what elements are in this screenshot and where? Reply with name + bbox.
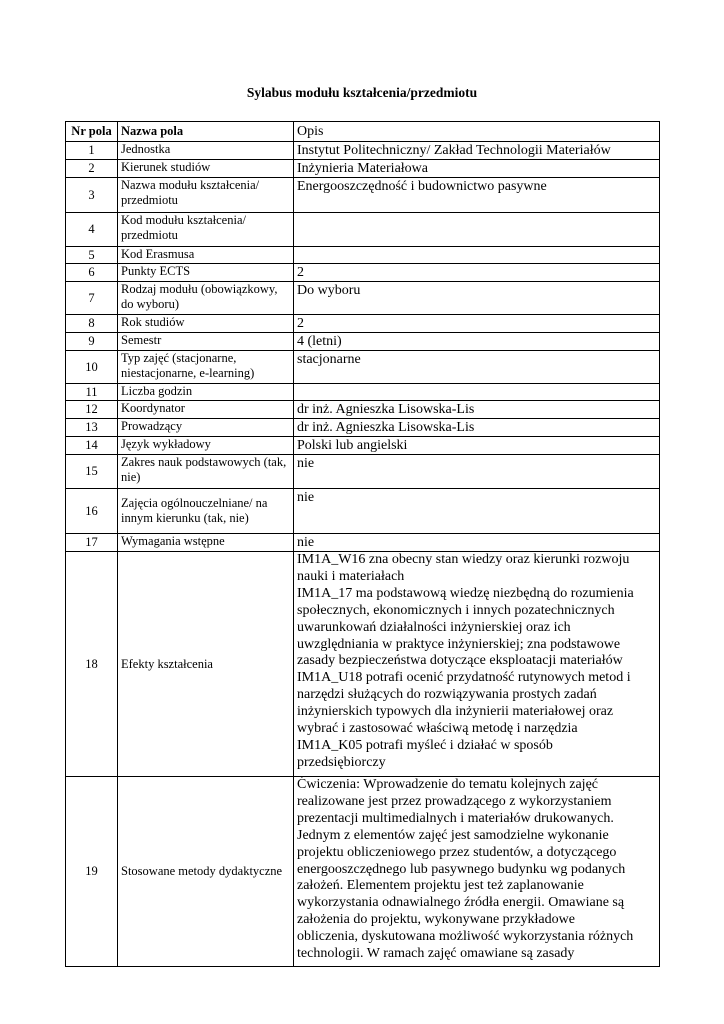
header-nr: Nr pola — [66, 122, 118, 142]
text-line: zasady bezpieczeństwa dotyczące eksploatacji materiałów — [297, 653, 623, 669]
table-row — [66, 552, 660, 777]
field-name: Kod Erasmusa — [118, 247, 294, 264]
field-name: Nazwa modułu kształcenia/ przedmiotu — [118, 178, 294, 213]
table-row — [66, 160, 660, 178]
text-line: energooszczędnego lub pasywnego budynku wg podanych — [297, 861, 626, 877]
row-number: 15 — [66, 455, 118, 489]
text-line: IM1A_W16 zna obecny stan wiedzy oraz kierunki rozwoju — [297, 552, 630, 567]
table-row — [66, 247, 660, 264]
field-name: Język wykładowy — [118, 437, 294, 455]
row-number: 10 — [66, 351, 118, 384]
row-number: 1 — [66, 142, 118, 160]
table-row — [66, 213, 660, 247]
field-value: stacjonarne — [294, 351, 660, 384]
syllabus-table — [65, 121, 660, 967]
text-line: nauki i materiałach — [297, 568, 405, 584]
field-name: Efekty kształcenia — [118, 552, 294, 777]
text-line: realizowane jest przez prowadzącego z wykorzystaniem — [297, 793, 612, 809]
table-row — [66, 455, 660, 489]
field-name: Liczba godzin — [118, 384, 294, 401]
field-value: Do wyboru — [294, 282, 660, 315]
text-line: wykorzystania odnawialnego źródła energii. Omawiane są — [297, 895, 625, 911]
text-line: inżynierskich typowych dla inżynierii materiałowej oraz — [297, 704, 614, 720]
table-row — [66, 384, 660, 401]
table-row — [66, 178, 660, 213]
row-number: 3 — [66, 178, 118, 213]
text-line: uwzględniania w praktyce inżynierskiej; zna podstawowe — [297, 636, 621, 652]
text-line: IM1A_K05 potrafi myśleć i działać w sposób — [297, 737, 553, 753]
field-value: 2 — [294, 315, 660, 333]
field-name: Wymagania wstępne — [118, 534, 294, 552]
field-value: Inżynieria Materiałowa — [294, 160, 660, 178]
row-number: 8 — [66, 315, 118, 333]
table-row — [66, 437, 660, 455]
text-line: narzędzi służących do rozwiązywania prostych zadań — [297, 687, 597, 703]
row-number: 13 — [66, 419, 118, 437]
field-value: dr inż. Agnieszka Lisowska-Lis — [294, 419, 660, 437]
field-name: Koordynator — [118, 401, 294, 419]
text-line: założenia do projektu, wykonywane przykładowe — [297, 912, 575, 928]
field-value: Instytut Politechniczny/ Zakład Technologii Materiałów — [294, 142, 660, 160]
row-number: 14 — [66, 437, 118, 455]
header-desc: Opis — [294, 122, 660, 142]
table-row — [66, 401, 660, 419]
row-number: 18 — [66, 552, 118, 777]
row-number: 2 — [66, 160, 118, 178]
text-line: technologii. W ramach zajęć omawiane są zasady — [297, 946, 575, 962]
field-name: Rodzaj modułu (obowiązkowy, do wyboru) — [118, 282, 294, 315]
field-name: Punkty ECTS — [118, 264, 294, 282]
row-number: 4 — [66, 213, 118, 247]
field-value: nie — [294, 534, 660, 552]
table-row — [66, 777, 660, 967]
field-value — [294, 247, 660, 264]
row-number: 17 — [66, 534, 118, 552]
field-name: Kierunek studiów — [118, 160, 294, 178]
table-row — [66, 142, 660, 160]
row-number: 16 — [66, 489, 118, 534]
header-name: Nazwa pola — [118, 122, 294, 142]
text-line: społecznych, ekonomicznych i innych pozatechnicznych — [297, 602, 615, 618]
field-value — [294, 213, 660, 247]
field-name: Prowadzący — [118, 419, 294, 437]
field-name: Zajęcia ogólnouczelniane/ na innym kierunku (tak, nie) — [118, 489, 294, 534]
text-line: przedsiębiorczy — [297, 754, 386, 770]
field-value: dr inż. Agnieszka Lisowska-Lis — [294, 401, 660, 419]
row-number: 19 — [66, 777, 118, 967]
field-name: Kod modułu kształcenia/ przedmiotu — [118, 213, 294, 247]
field-name: Jednostka — [118, 142, 294, 160]
table-row — [66, 419, 660, 437]
table-row — [66, 264, 660, 282]
text-line: założeń. Elementem projektu jest też zaplanowanie — [297, 878, 584, 894]
learning-outcomes — [294, 552, 660, 777]
table-row — [66, 282, 660, 315]
field-value: Polski lub angielski — [294, 437, 660, 455]
field-name: Typ zajęć (stacjonarne, niestacjonarne, e-learning) — [118, 351, 294, 384]
text-line: projektu obliczeniowego przez studentów, a dotyczącego — [297, 844, 617, 860]
row-number: 12 — [66, 401, 118, 419]
table-row — [66, 351, 660, 384]
teaching-methods — [294, 777, 660, 967]
table-row — [66, 333, 660, 351]
field-value — [294, 384, 660, 401]
text-line: IM1A_17 ma podstawową wiedzę niezbędną do rozumienia — [297, 585, 634, 601]
text-line: wybrać i zastosować właściwą metodę i narzędzia — [297, 721, 578, 737]
field-name: Semestr — [118, 333, 294, 351]
field-name: Zakres nauk podstawowych (tak, nie) — [118, 455, 294, 489]
document-title: Sylabus modułu kształcenia/przedmiotu — [246, 85, 478, 100]
text-line: IM1A_U18 potrafi ocenić przydatność rutynowych metod i — [297, 670, 631, 686]
row-number: 7 — [66, 282, 118, 315]
table-row — [66, 534, 660, 552]
row-number: 6 — [66, 264, 118, 282]
row-number: 9 — [66, 333, 118, 351]
table-header-row — [66, 122, 660, 142]
field-value: Energooszczędność i budownictwo pasywne — [294, 178, 660, 213]
field-value: nie — [294, 455, 660, 489]
field-value: nie — [294, 489, 660, 534]
field-value: 4 (letni) — [294, 333, 660, 351]
field-value: 2 — [294, 264, 660, 282]
row-number: 11 — [66, 384, 118, 401]
text-line: Ćwiczenia: Wprowadzenie do tematu kolejnych zajęć — [297, 777, 598, 792]
text-line: obliczenia, dyskutowana możliwość wykorzystania różnych — [297, 929, 634, 945]
text-line: uwarunkowań działalności inżynierskiej oraz ich — [297, 619, 571, 635]
text-line: Jednym z elementów zajęć jest samodzielne wykonanie — [297, 827, 609, 843]
table-row — [66, 489, 660, 534]
table-row — [66, 315, 660, 333]
row-number: 5 — [66, 247, 118, 264]
text-line: prezentacji multimedialnych i materiałów drukowanych. — [297, 810, 614, 826]
field-name: Stosowane metody dydaktyczne — [118, 777, 294, 967]
field-name: Rok studiów — [118, 315, 294, 333]
